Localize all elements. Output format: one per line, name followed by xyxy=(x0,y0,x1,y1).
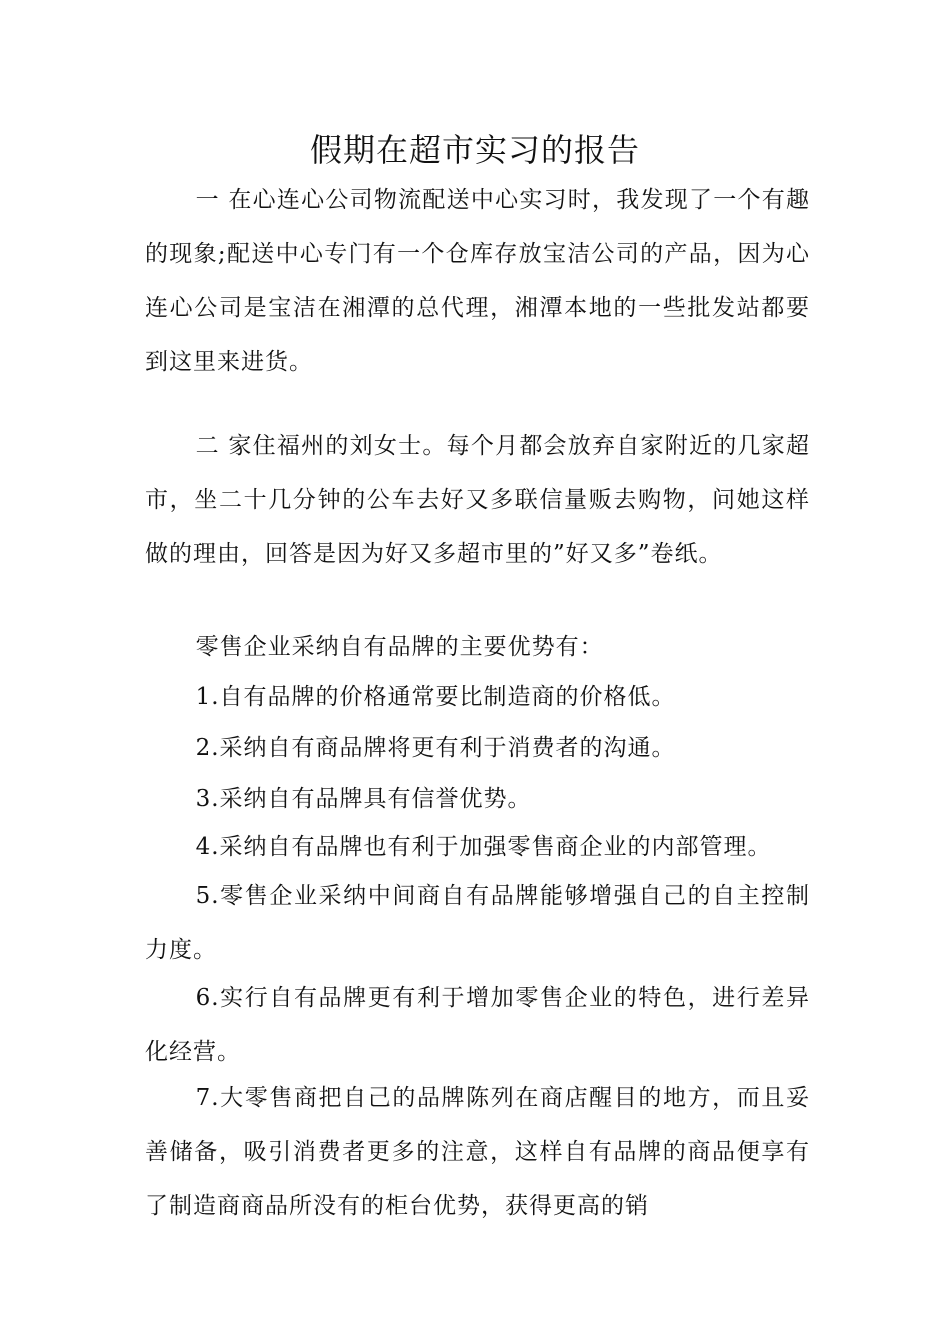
list-item-6: 6.实行自有品牌更有利于增加零售企业的特色，进行差异化经营。 xyxy=(145,985,810,1065)
document-title: 假期在超市实习的报告 xyxy=(309,131,640,169)
list-item-7: 7.大零售商把自己的品牌陈列在商店醒目的地方，而且妥善储备，吸引消费者更多的注意，这样自有品牌的商品便享有了制造商商品所没有的柜台优势，获得更高的销 xyxy=(145,1085,810,1219)
paragraph-3: 零售企业采纳自有品牌的主要优势有： xyxy=(195,634,604,660)
list-item-4: 4.采纳自有品牌也有利于加强零售商企业的内部管理。 xyxy=(195,834,772,860)
list-item-1: 1.自有品牌的价格通常要比制造商的价格低。 xyxy=(195,684,676,710)
paragraph-1: 一 在心连心公司物流配送中心实习时，我发现了一个有趣的现象;配送中心专门有一个仓库存放宝洁公司的产品，因为心连心公司是宝洁在湘潭的总代理，湘潭本地的一些批发站都要到这里来进货。 xyxy=(145,187,810,375)
paragraph-2: 二 家住福州的刘女士。每个月都会放弃自家附近的几家超市，坐二十几分钟的公车去好又多联信量贩去购物，问她这样做的理由，回答是因为好又多超市里的”好又多”卷纸。 xyxy=(145,433,810,567)
list-item-5: 5.零售企业采纳中间商自有品牌能够增强自己的自主控制力度。 xyxy=(145,883,810,963)
list-item-3: 3.采纳自有品牌具有信誉优势。 xyxy=(195,786,532,812)
list-item-2: 2.采纳自有商品牌将更有利于消费者的沟通。 xyxy=(195,735,676,761)
